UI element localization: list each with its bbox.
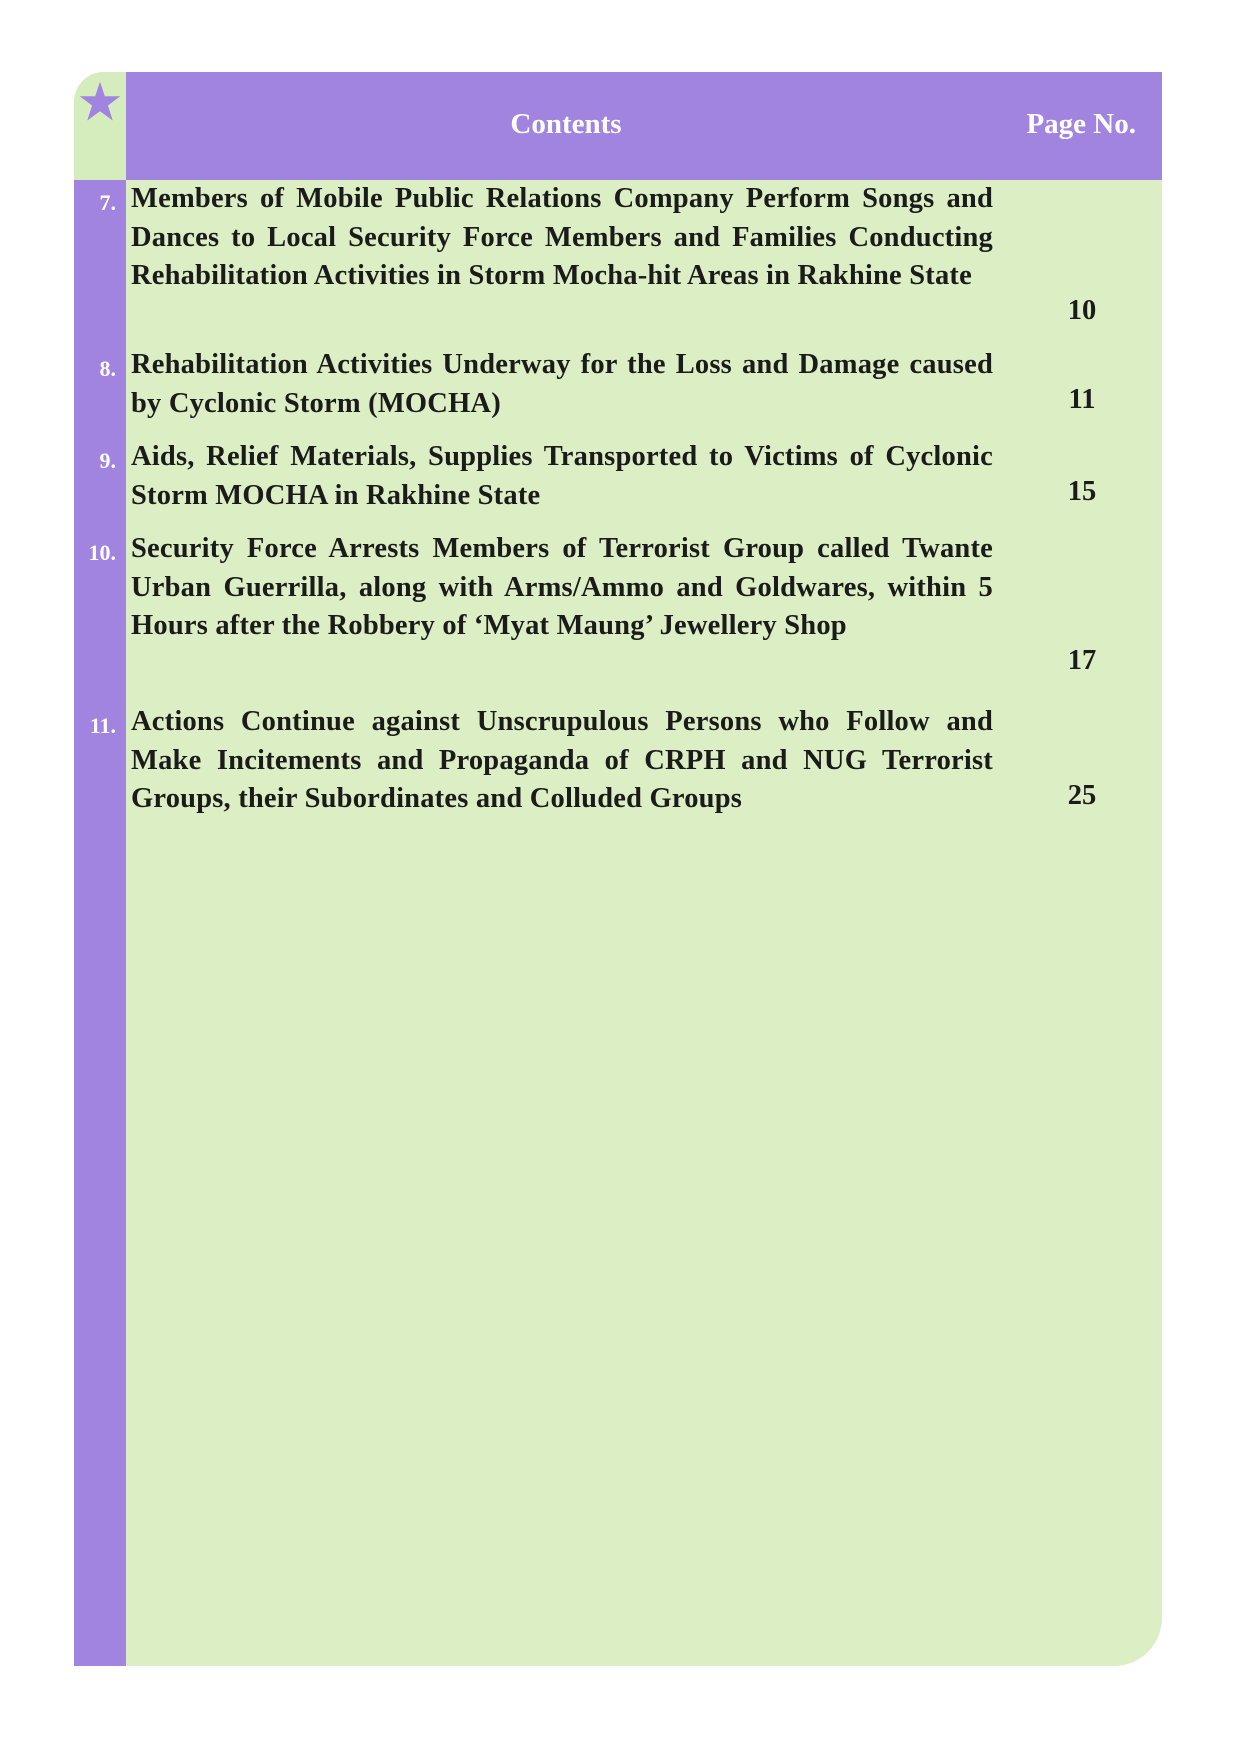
entry-number: 7. (99, 190, 116, 215)
entry-number: 8. (99, 356, 116, 381)
entry-title: Aids, Relief Materials, Supplies Transported to Victims of Cyclonic Storm MOCHA in Rakhine State (131, 441, 993, 511)
contents-header (126, 72, 1162, 180)
contents-panel (74, 72, 1162, 1666)
side-strip (74, 180, 126, 1666)
entry-number: 10. (88, 540, 116, 565)
entry-page: 11 (1068, 384, 1096, 415)
entry-number: 11. (89, 713, 116, 738)
entry-page: 17 (1067, 645, 1097, 676)
entry-page: 15 (1067, 476, 1097, 507)
entry-page: 25 (1067, 780, 1097, 811)
star-box (74, 72, 126, 180)
entry-title: Rehabilitation Activities Underway for the Loss and Damage caused by Cyclonic Storm (MOCHA) (131, 349, 993, 419)
entry-page: 10 (1067, 295, 1097, 326)
entry-title: Members of Mobile Public Relations Company Perform Songs and Dances to Local Security Force Members and Families Conducting Rehabilitation Activities in Storm Mocha-hit Areas in Rakhine State (131, 183, 993, 291)
entry-number: 9. (99, 448, 116, 473)
entry-title: Actions Continue against Unscrupulous Persons who Follow and Make Incitements and Propaganda of CRPH and NUG Terrorist Groups, their Subordinates and Colluded Groups (131, 706, 993, 814)
star-icon (78, 80, 122, 124)
entry-title: Security Force Arrests Members of Terrorist Group called Twante Urban Guerrilla, along with Arms/Ammo and Goldwares, within 5 Hours after the Robbery of ‘Myat Maung’ Jewellery Shop (131, 533, 993, 641)
page-no-heading: Page No. (1026, 108, 1136, 140)
contents-title: Contents (510, 108, 622, 140)
